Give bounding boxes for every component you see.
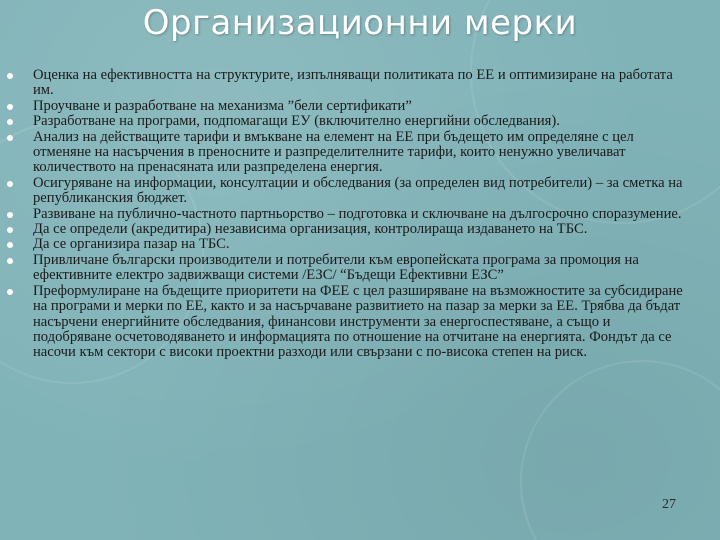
list-item-text: Привличане български производители и потребители към европейската програма за промоция на ефективните електро задвижващи системи /ЕЗС/ “Бъдещи Ефективни ЕЗС” [33,251,639,284]
list-item-text: Да се организира пазар на ТБС. [33,236,230,253]
bullet-icon [7,242,13,248]
list-item [0,99,700,114]
page-number: 27 [662,497,676,512]
list-item [0,176,700,207]
list-item-text: Проучване и разработване на механизма ”бели сертификати” [33,97,412,114]
list-item-text: Преформулиране на бъдещите приоритети на ФЕЕ с цел разширяване на възможностите за субсидиране на програми и мерки по ЕЕ, както и за насърчаване развитието на пазар за мерки за ЕЕ. Трябва да бъдат насърчени енергийните обследвания, финансови инструменти за енергоспестяване, а също и подобряване осчетоводяването и информацията по отношение на отчитане на енергията. Фондът да се насочи към сектори с високи проектни разходи или свързани с по-висока степен на риск. [33,282,683,361]
list-item-text: Анализ на действащите тарифи и вмъкване на елемент на ЕЕ при бъдещето им определяне с цел отменяне на насърчения в преносните и разпределителните тарифи, които ненужно увеличават количеството на пренасяната или разпределена енергия. [33,128,634,176]
bullet-icon [7,73,13,79]
bullet-icon [7,258,13,264]
list-item [0,114,700,129]
list-item-text: Осигуряване на информации, консултации и обследвания (за определен вид потребители) – за сметка на републиканския бюджет. [33,174,683,207]
bullet-icon [7,181,13,187]
list-item [0,253,700,284]
list-item-text: Разработване на програми, подпомагащи ЕУ (включително енергийни обследвания). [33,113,560,130]
bullet-icon [7,104,13,110]
list-item [0,237,700,252]
bullet-icon [7,135,13,141]
list-item-text: Да се определи (акредитира) независима организация, контролираща издаването на ТБС. [33,221,588,238]
bullet-icon [7,212,13,218]
list-item [0,130,700,176]
list-item-text: Развиване на публично-частното партньорство – подготовка и сключване на дългосрочно споразумение. [33,205,682,222]
list-item [0,207,700,222]
list-item [0,284,700,361]
list-item-text: Оценка на ефективността на структурите, изпълняващи политиката по ЕЕ и оптимизиране на работата им. [33,67,673,99]
background-swirl-decoration [520,360,720,540]
list-item [0,68,700,99]
slide-title: Организационни мерки [142,3,578,43]
bullet-list [0,68,700,361]
bullet-list-container [0,68,700,361]
bullet-icon [7,119,13,125]
bullet-icon [7,227,13,233]
list-item [0,222,700,237]
bullet-icon [7,289,13,295]
